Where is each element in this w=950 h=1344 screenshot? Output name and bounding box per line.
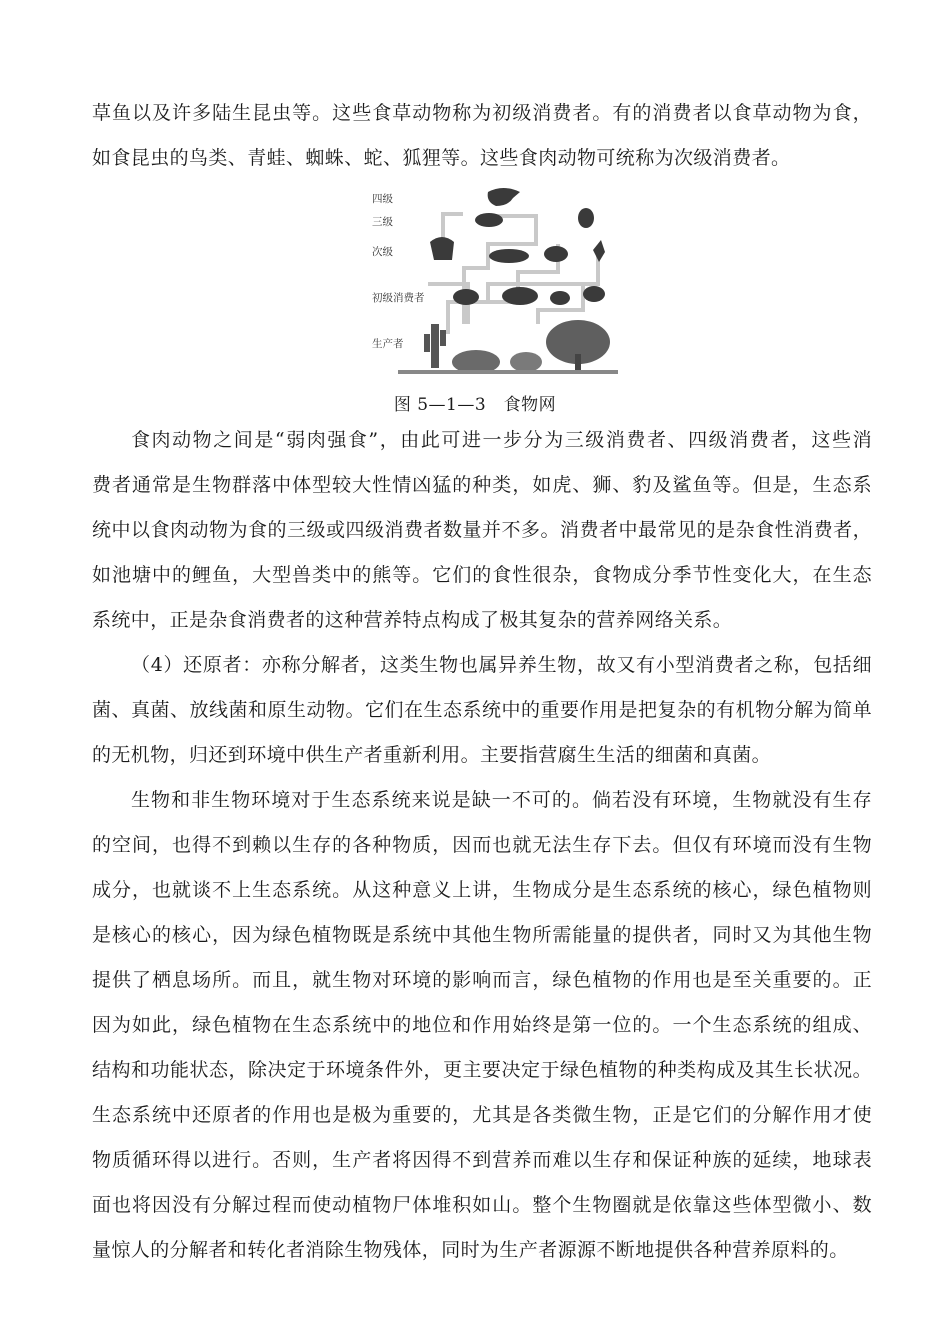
- level-label-producer: 生产者: [372, 338, 404, 350]
- level-label-primary: 初级消费者: [372, 292, 425, 304]
- text-line: 菌、真菌、放线菌和原生动物。它们在生态系统中的重要作用是把复杂的有机物分解为简单: [92, 699, 872, 721]
- level-label-third: 三级: [372, 216, 393, 228]
- text-line: 食肉动物之间是“弱肉强食”，由此可进一步分为三级消费者、四级消费者，这些消: [131, 429, 872, 451]
- level-label-fourth: 四级: [372, 193, 393, 205]
- level-label-secondary: 次级: [372, 246, 393, 258]
- ground-line: [398, 370, 618, 374]
- text-line: 提供了栖息场所。而且，就生物对环境的影响而言，绿色植物的作用也是至关重要的。正: [92, 969, 872, 991]
- text-line: 统中以食肉动物为食的三级或四级消费者数量并不多。消费者中最常见的是杂食性消费者，: [92, 519, 872, 541]
- grasshopper-icon: [550, 291, 570, 305]
- text-line: （4）还原者：亦称分解者，这类生物也属异养生物，故又有小型消费者之称，包括细: [131, 654, 872, 676]
- grass-icon: [510, 352, 542, 372]
- rabbit-icon: [502, 287, 538, 305]
- text-line: 如食昆虫的鸟类、青蛙、蜘蛛、蛇、狐狸等。这些食肉动物可统称为次级消费者。: [92, 147, 791, 169]
- figure-caption: 图 5—1—3 食物网: [393, 395, 557, 415]
- text-line: 的无机物，归还到环境中供生产者重新利用。主要指营腐生生活的细菌和真菌。: [92, 744, 772, 766]
- text-line: 草鱼以及许多陆生昆虫等。这些食草动物称为初级消费者。有的消费者以食草动物为食，: [92, 102, 872, 124]
- text-line: 因为如此，绿色植物在生态系统中的地位和作用始终是第一位的。一个生态系统的组成、: [92, 1014, 872, 1036]
- owl-icon: [578, 208, 594, 228]
- owl-icon: [475, 213, 503, 227]
- text-line: 的空间，也得不到赖以生存的各种物质，因而也就无法生存下去。但仅有环境而没有生物: [92, 834, 872, 856]
- bird-icon: [430, 237, 454, 260]
- text-line: 量惊人的分解者和转化者消除生物残体，同时为生产者源源不断地提供各种营养原料的。: [92, 1239, 849, 1261]
- text-line: 生物和非生物环境对于生态系统来说是缺一不可的。倘若没有环境，生物就没有生存: [131, 789, 872, 811]
- mouse-icon: [453, 289, 479, 305]
- text-line: 结构和功能状态，除决定于环境条件外，更主要决定于绿色植物的种类构成及其生长状况。: [92, 1059, 872, 1081]
- text-line: 成分，也就谈不上生态系统。从这种意义上讲，生物成分是生态系统的核心，绿色植物则: [92, 879, 872, 901]
- food-web-figure: [368, 184, 618, 376]
- text-line: 生态系统中还原者的作用也是极为重要的，尤其是各类微生物，正是它们的分解作用才使: [92, 1104, 872, 1126]
- text-line: 如池塘中的鲤鱼，大型兽类中的熊等。它们的食性很杂，食物成分季节性变化大，在生态: [92, 564, 872, 586]
- frog-icon: [544, 246, 568, 262]
- text-line: 物质循环得以进行。否则，生产者将因得不到营养而难以生存和保证种族的延续，地球表: [92, 1149, 872, 1171]
- text-line: 面也将因没有分解过程而使动植物尸体堆积如山。整个生物圈就是依靠这些体型微小、数: [92, 1194, 872, 1216]
- insect-icon: [583, 286, 605, 302]
- text-line: 是核心的核心，因为绿色植物既是系统中其他生物所需能量的提供者，同时又为其他生物: [92, 924, 872, 946]
- cactus-icon: [431, 324, 439, 368]
- text-line: 费者通常是生物群落中体型较大性情凶猛的种类，如虎、狮、豹及鲨鱼等。但是，生态系: [92, 474, 872, 496]
- text-line: 系统中，正是杂食消费者的这种营养特点构成了极其复杂的营养网络关系。: [92, 609, 733, 631]
- snake-icon: [489, 249, 529, 263]
